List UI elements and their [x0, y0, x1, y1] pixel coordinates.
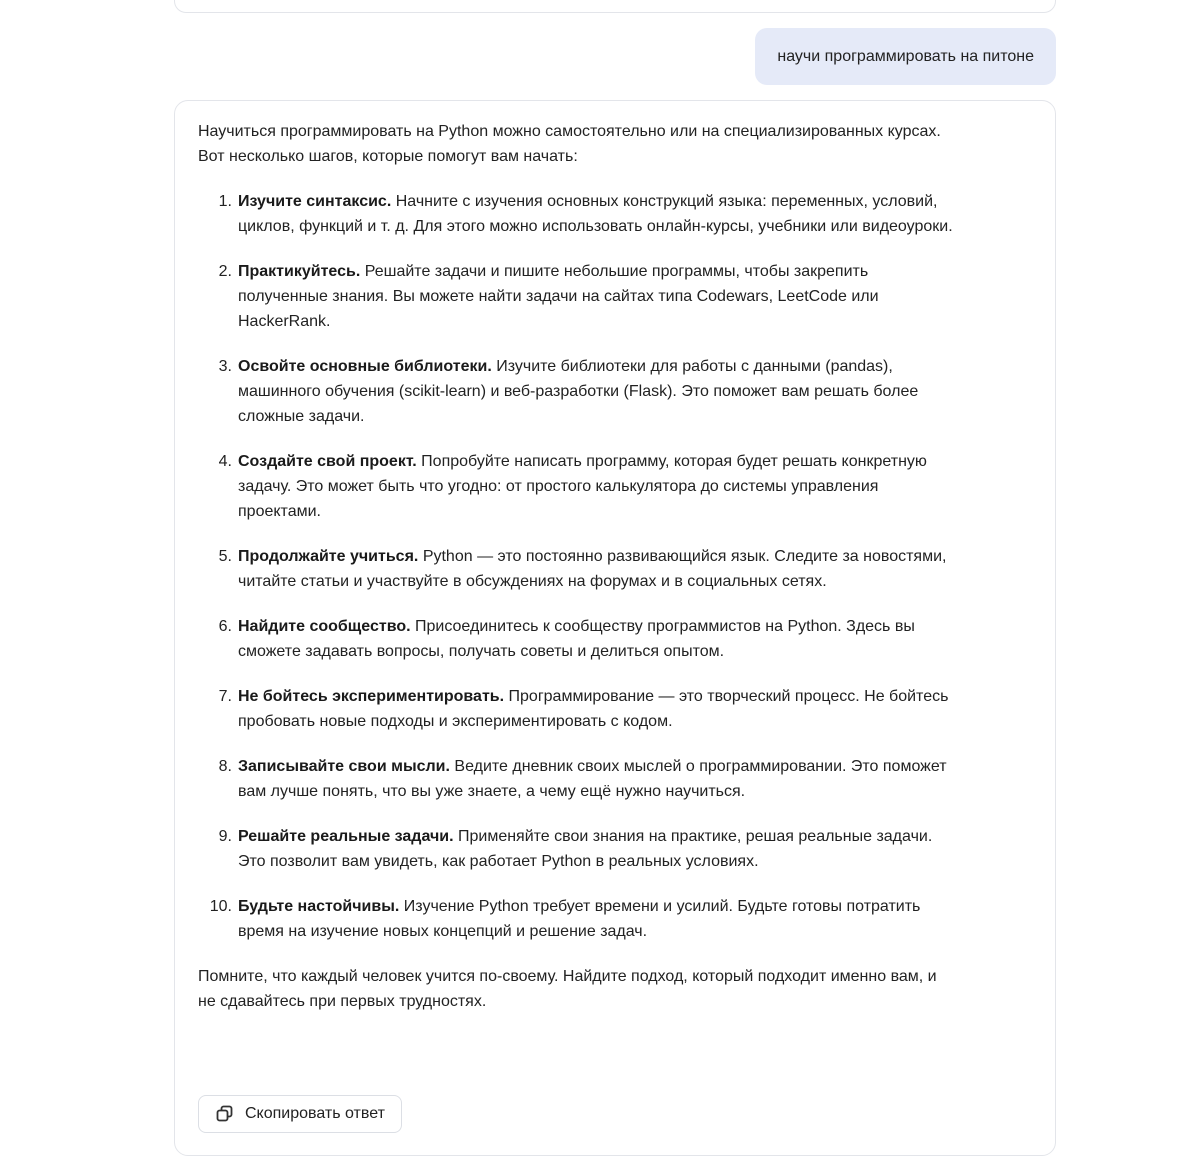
step-title: Практикуйтесь. [238, 263, 361, 280]
user-message-bubble [755, 28, 1056, 85]
answer-intro: Научиться программировать на Python можно самостоятельно или на специализированных курсах. Вот несколько шагов, которые помогут вам начать: [198, 123, 941, 165]
previous-message-card [174, 0, 1056, 13]
steps-list [198, 189, 958, 944]
step-text: Начните с изучения основных конструкций языка: переменных, условий, циклов, функций и т. д. Для этого можно использовать онлайн-курсы, учебники или видеоуроки. [238, 193, 953, 235]
step-number: 2. [218, 263, 232, 280]
step-number: 9. [218, 828, 232, 845]
assistant-answer-card [174, 100, 1056, 1156]
step-number: 7. [218, 688, 232, 705]
step-number: 3. [218, 358, 232, 375]
step-title: Не бойтесь экспериментировать. [238, 688, 505, 705]
copy-icon [215, 1104, 235, 1124]
step-number: 10. [209, 898, 232, 915]
step-text: Изучение Python требует времени и усилий. Будьте готовы потратить время на изучение новых концепций и решение задач. [238, 898, 921, 940]
step-text: Присоединитесь к сообществу программистов на Python. Здесь вы сможете задавать вопросы, получать советы и делиться опытом. [238, 618, 915, 660]
step-text: Применяйте свои знания на практике, решая реальные задачи. Это позволит вам увидеть, как работает Python в реальных условиях. [238, 828, 933, 870]
step-title: Решайте реальные задачи. [238, 828, 454, 845]
step-item [198, 684, 958, 734]
step-number: 6. [218, 618, 232, 635]
step-number: 4. [218, 453, 232, 470]
step-item [198, 754, 958, 804]
step-number: 1. [218, 193, 232, 210]
step-text: Python — это постоянно развивающийся язык. Следите за новостями, читайте статьи и участвуйте в обсуждениях на форумах и в социальных сетях. [238, 548, 947, 590]
step-title: Освойте основные библиотеки. [238, 358, 492, 375]
step-title: Записывайте свои мысли. [238, 758, 450, 775]
user-message-text: научи программировать на питоне [777, 47, 1034, 65]
step-title: Будьте настойчивы. [238, 898, 400, 915]
step-item [198, 614, 958, 664]
copy-answer-label: Скопировать ответ [245, 1105, 385, 1122]
answer-content [198, 119, 958, 1014]
step-title: Найдите сообщество. [238, 618, 411, 635]
step-title: Продолжайте учиться. [238, 548, 419, 565]
answer-outro: Помните, что каждый человек учится по-своему. Найдите подход, который подходит именно вам, и не сдавайтесь при первых трудностях. [198, 968, 937, 1010]
step-text: Программирование — это творческий процесс. Не бойтесь пробовать новые подходы и экспериментировать с кодом. [238, 688, 949, 730]
step-title: Создайте свой проект. [238, 453, 417, 470]
step-item [198, 824, 958, 874]
step-text: Ведите дневник своих мыслей о программировании. Это поможет вам лучше понять, что вы уже знаете, а чему ещё нужно научиться. [238, 758, 947, 800]
step-item [198, 189, 958, 239]
copy-answer-button[interactable] [198, 1095, 402, 1133]
step-number: 5. [218, 548, 232, 565]
step-text: Изучите библиотеки для работы с данными (pandas), машинного обучения (scikit-learn) и веб-разработки (Flask). Это поможет вам решать более сложные задачи. [238, 358, 919, 425]
step-number: 8. [218, 758, 232, 775]
step-text: Решайте задачи и пишите небольшие программы, чтобы закрепить полученные знания. Вы можете найти задачи на сайтах типа Codewars, LeetCode или HackerRank. [238, 263, 879, 330]
step-item [198, 259, 958, 334]
step-item [198, 894, 958, 944]
step-text: Попробуйте написать программу, которая будет решать конкретную задачу. Это может быть что угодно: от простого калькулятора до системы управления проектами. [238, 453, 927, 520]
step-item [198, 354, 958, 429]
step-item [198, 544, 958, 594]
step-item [198, 449, 958, 524]
step-title: Изучите синтаксис. [238, 193, 392, 210]
